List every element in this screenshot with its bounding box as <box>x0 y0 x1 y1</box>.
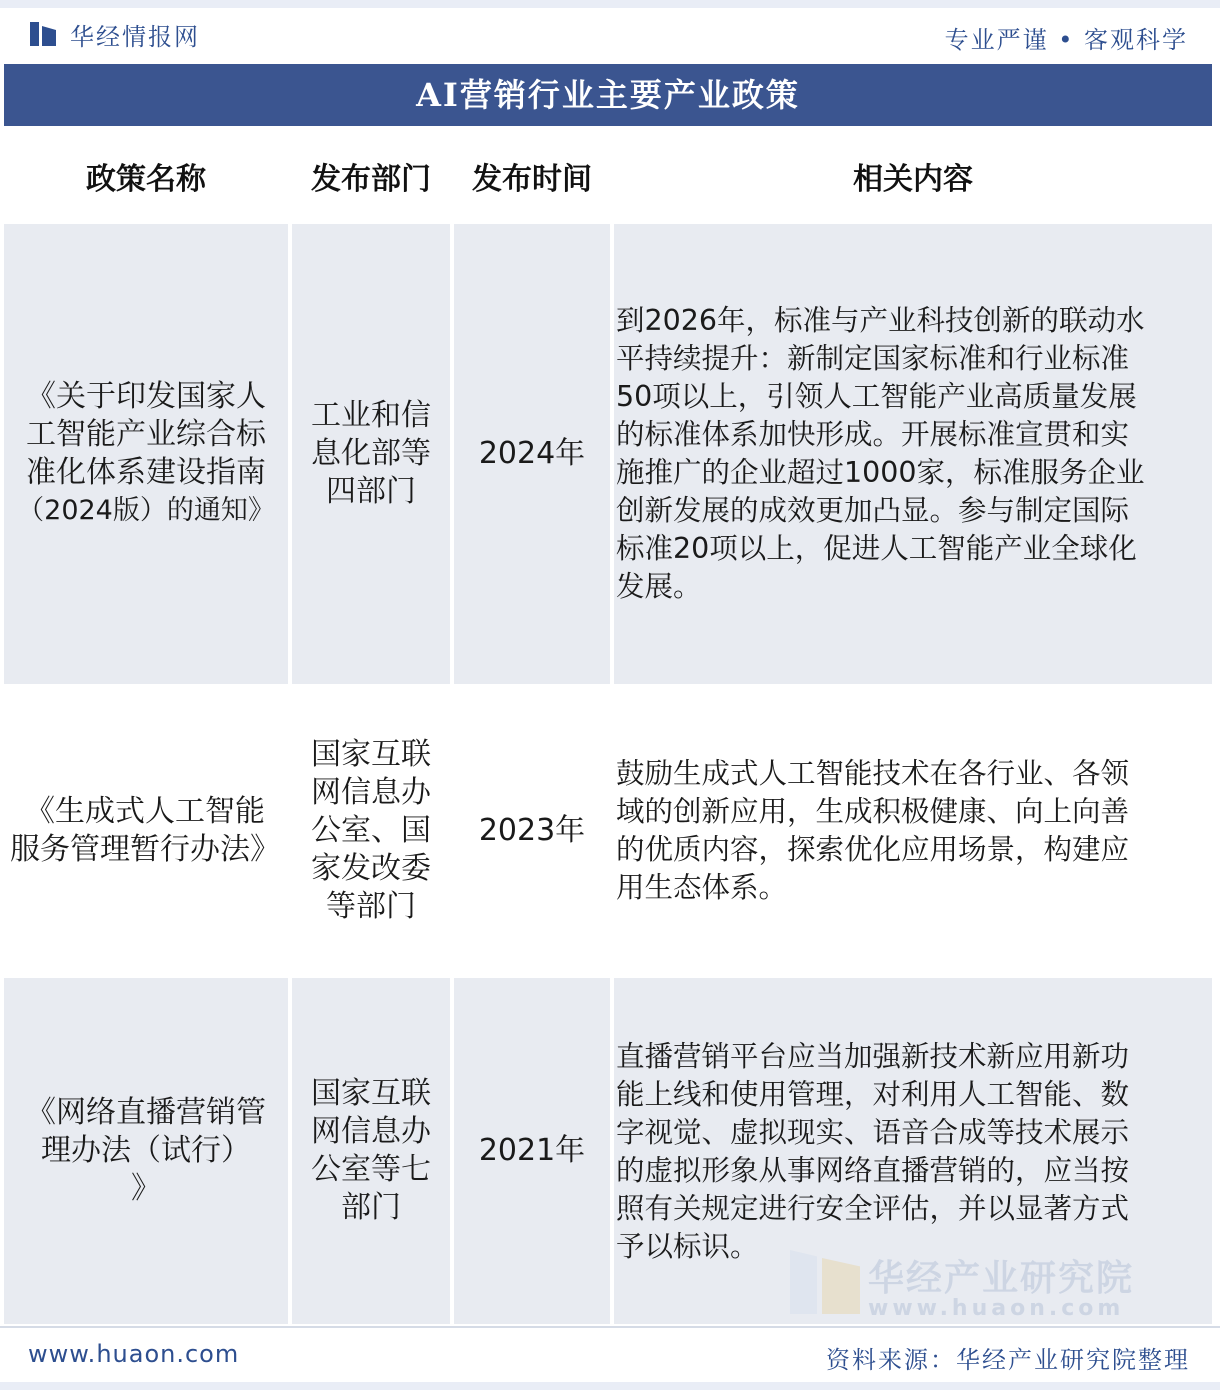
table-row-2-content <box>616 684 1196 978</box>
cell-text-line: 《网络直播营销管 <box>26 1095 266 1130</box>
cell-text-line: 准化体系建设指南 <box>26 455 266 490</box>
footer-source: 资料来源：华经产业研究院整理 <box>826 1346 1190 1374</box>
cell-text-line: 工智能产业综合标 <box>26 417 266 452</box>
logo-icon <box>30 22 58 46</box>
cell-text-line: 国家互联 <box>311 737 431 772</box>
cell-text-line: 网信息办 <box>311 775 431 810</box>
table-row-1-content <box>616 224 1196 684</box>
watermark-name: 华经产业研究院 <box>868 1258 1135 1299</box>
brand-logo <box>30 20 200 51</box>
cell-text-line: 》 <box>131 1171 161 1206</box>
table-row-1-policy-name <box>4 224 288 684</box>
table-row-3-department <box>292 978 450 1324</box>
cell-text-line: 四部门 <box>326 474 416 509</box>
table-row-1-department <box>292 224 450 684</box>
watermark-logo-icon <box>822 1258 860 1314</box>
cell-text-line: 创新发展的成效更加凸显。参与制定国际 <box>616 494 1130 527</box>
cell-text-line: 发展。 <box>616 570 702 603</box>
cell-text-line: 服务管理暂行办法》 <box>10 832 280 867</box>
column-divider <box>610 224 614 684</box>
top-border <box>0 0 1220 8</box>
cell-text-line: 家发改委 <box>311 851 431 886</box>
column-divider <box>610 978 614 1324</box>
cell-text-line: 《关于印发国家人 <box>26 379 266 414</box>
cell-text-line: 公室等七 <box>311 1152 431 1187</box>
cell-text-line: 照有关规定进行安全评估，并以显著方式 <box>616 1192 1130 1225</box>
table-row-2-date: 2023年 <box>478 813 586 848</box>
cell-text-line: 到2026年，标准与产业科技创新的联动水 <box>616 304 1145 337</box>
cell-text-line: 公室、国 <box>311 813 431 848</box>
column-header-department: 发布部门 <box>311 162 431 197</box>
title-bar <box>4 64 1212 126</box>
cell-text-line: 字视觉、虚拟现实、语音合成等技术展示 <box>616 1116 1130 1149</box>
cell-text-line: 标准20项以上，促进人工智能产业全球化 <box>616 532 1137 565</box>
cell-text-line: 工业和信 <box>311 398 431 433</box>
cell-text-line: 域的创新应用，生成积极健康、向上向善 <box>616 795 1130 828</box>
column-header-content: 相关内容 <box>853 162 973 197</box>
cell-text-line: 予以标识。 <box>616 1230 759 1263</box>
cell-text-line: 《生成式人工智能 <box>25 794 265 829</box>
table-row-1-date: 2024年 <box>478 436 586 471</box>
logo-text: 华经情报网 <box>70 22 200 51</box>
cell-text-line: 鼓励生成式人工智能技术在各行业、各领 <box>616 757 1130 790</box>
cell-text-line: 施推广的企业超过1000家，标准服务企业 <box>616 456 1145 489</box>
cell-text-line: 的标准体系加快形成。开展标准宣贯和实 <box>616 418 1130 451</box>
cell-text-line: 的优质内容，探索优化应用场景，构建应 <box>616 833 1130 866</box>
page-title: AI营销行业主要产业政策 <box>416 76 800 114</box>
cell-text-line: 50项以上，引领人工智能产业高质量发展 <box>616 380 1137 413</box>
table-row-3-date: 2021年 <box>478 1133 586 1168</box>
cell-text-line: 等部门 <box>326 889 416 924</box>
cell-text-line: 平持续提升：新制定国家标准和行业标准 <box>616 342 1130 375</box>
cell-text-line: 直播营销平台应当加强新技术新应用新功 <box>616 1040 1130 1073</box>
cell-text-line: 部门 <box>341 1190 401 1225</box>
table-row-2-department <box>292 684 450 978</box>
cell-text-line: 能上线和使用管理，对利用人工智能、数 <box>616 1078 1130 1111</box>
cell-text-line: 息化部等 <box>311 436 431 471</box>
cell-text-line: 理办法（试行） <box>41 1133 251 1168</box>
bottom-border <box>0 1382 1220 1390</box>
cell-text-line: 网信息办 <box>311 1114 431 1149</box>
column-header-date: 发布时间 <box>472 162 592 197</box>
table-row-3-policy-name <box>4 978 288 1324</box>
footer-url: www.huaon.com <box>28 1340 240 1368</box>
column-header-policy-name: 政策名称 <box>86 162 206 197</box>
slogan: 专业严谨 • 客观科学 <box>944 26 1188 54</box>
cell-text-line: （2024版）的通知》 <box>17 495 275 526</box>
watermark-url: www.huaon.com <box>868 1296 1125 1321</box>
cell-text-line: 国家互联 <box>311 1076 431 1111</box>
footer-divider <box>0 1326 1220 1328</box>
cell-text-line: 的虚拟形象从事网络直播营销的，应当按 <box>616 1154 1130 1187</box>
table-row-2-policy-name <box>0 684 290 978</box>
cell-text-line: 用生态体系。 <box>616 871 788 904</box>
